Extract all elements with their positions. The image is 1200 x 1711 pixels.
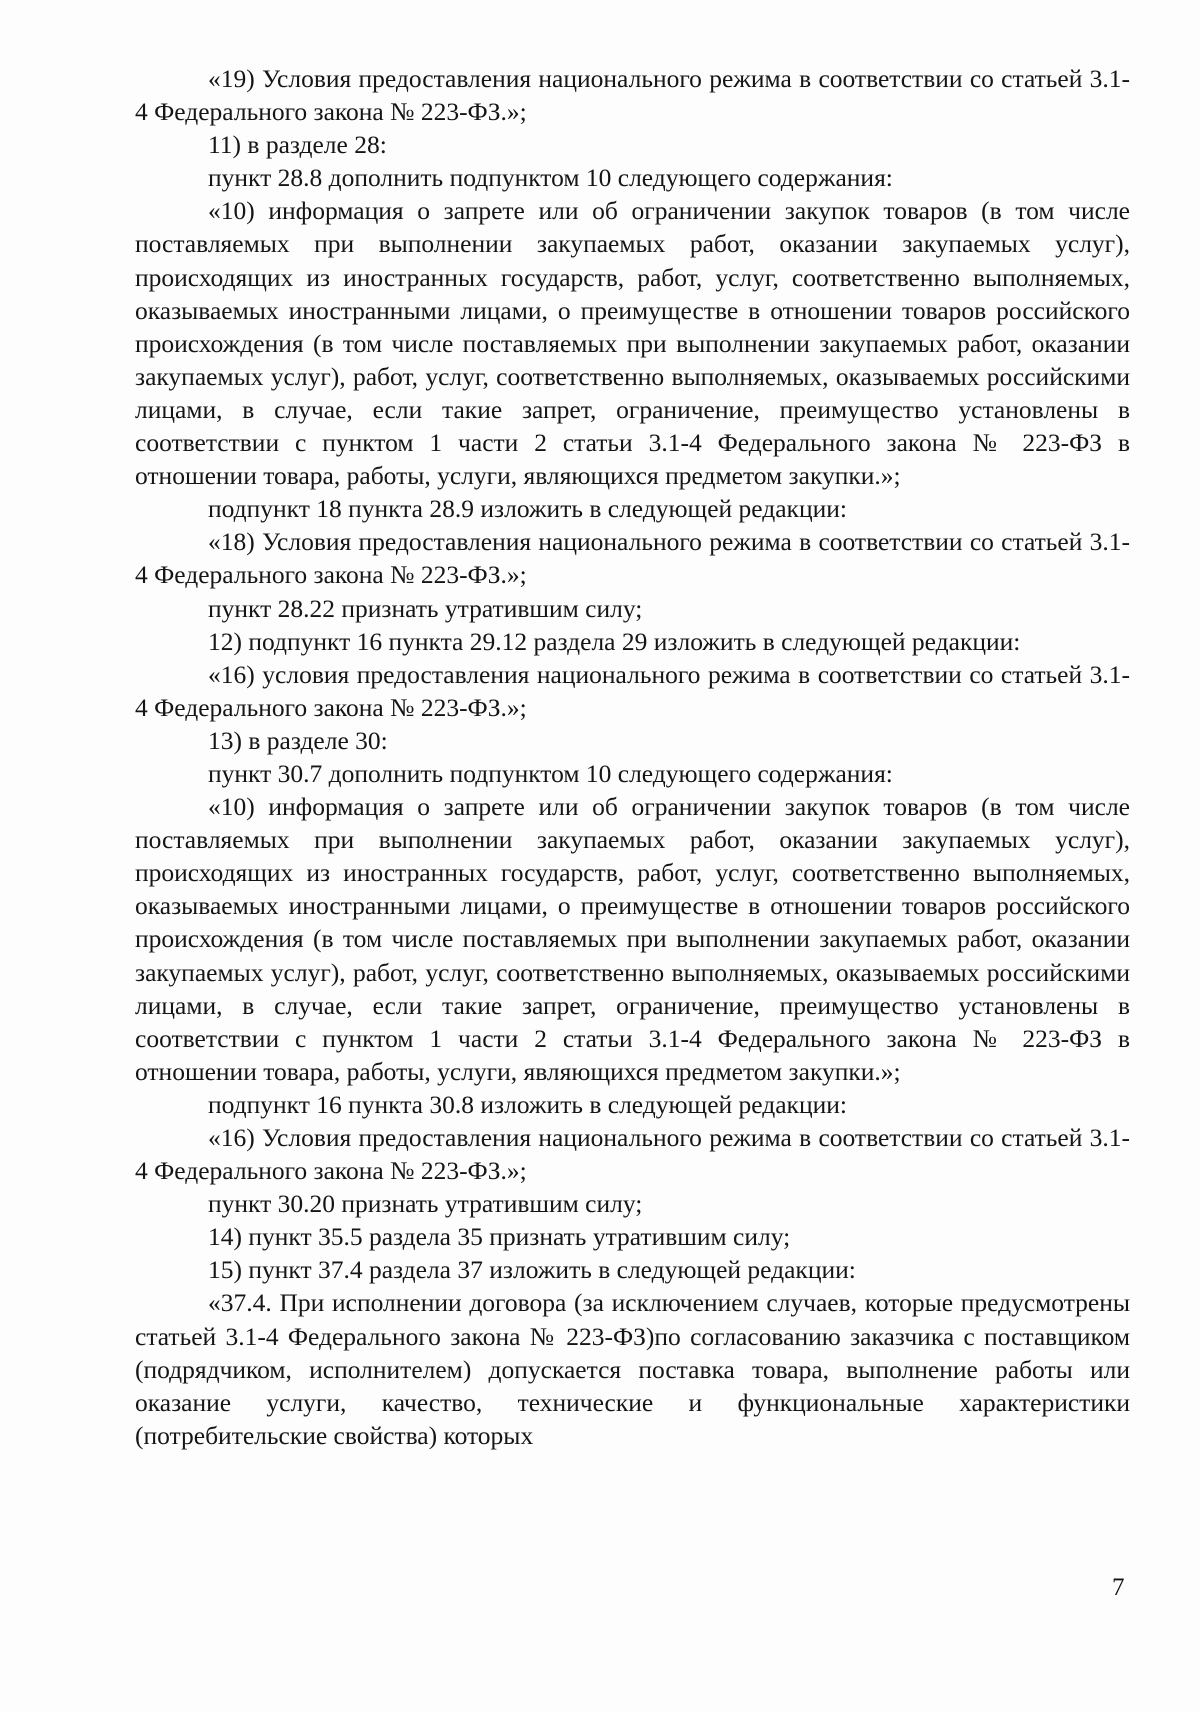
paragraph-item-11: 11) в разделе 28:: [208, 130, 387, 160]
paragraph-30-20-void: пункт 30.20 признать утратившим силу;: [208, 1189, 643, 1219]
paragraph-30-7-add: пункт 30.7 дополнить подпунктом 10 следующего содержания:: [208, 758, 893, 788]
paragraph-28-8-add: пункт 28.8 дополнить подпунктом 10 следующего содержания:: [208, 163, 893, 193]
paragraph-item-13: 13) в разделе 30:: [208, 725, 388, 755]
document-body: [135, 62, 1130, 1452]
paragraph-item-12: 12) подпункт 16 пункта 29.12 раздела 29 изложить в следующей редакции:: [208, 626, 1021, 656]
paragraph-item-15: 15) пункт 37.4 раздела 37 изложить в следующей редакции:: [208, 1255, 856, 1285]
paragraph-28-22-void: пункт 28.22 признать утратившим силу;: [208, 593, 643, 623]
paragraph-10-information: «10) информация о запрете или об ограничении закупок товаров (в том числе поставляемых при выполнении закупаемых работ, оказании закупаемых услуг), происходящих из иностранных государств, работ, услуг, соответственно выполняемых, оказываемых иностранными лицами, о преимуществе в отношении товаров российского происхождения (в том числе поставляемых при выполнении закупаемых работ, оказании закупаемых услуг), работ, услуг, соответственно выполняемых, оказываемых российскими лицами, в случае, если такие запрет, ограничение, преимущество установлены в соответствии с пунктом 1 части 2 статьи 3.1-4 Федерального закона № 223-ФЗ в отношении товара, работы, услуги, являющихся предметом закупки.»;: [135, 196, 1130, 491]
paragraph-18-conditions: «18) Условия предоставления национального режима в соответствии со статьей 3.1-4 Федерального закона № 223-ФЗ.»;: [135, 527, 1130, 590]
page-number: 7: [1112, 1574, 1125, 1601]
paragraph-28-9-edit: подпункт 18 пункта 28.9 изложить в следующей редакции:: [208, 494, 847, 524]
paragraph-16-conditions-2: «16) Условия предоставления национального режима в соответствии со статьей 3.1-4 Федерального закона № 223-ФЗ.»;: [135, 1123, 1130, 1186]
paragraph-19-conditions: «19) Условия предоставления национального режима в соответствии со статьей 3.1-4 Федерального закона № 223-ФЗ.»;: [135, 64, 1130, 127]
paragraph-30-8-edit: подпункт 16 пункта 30.8 изложить в следующей редакции:: [208, 1089, 847, 1119]
paragraph-10-information-2: «10) информация о запрете или об ограничении закупок товаров (в том числе поставляемых при выполнении закупаемых работ, оказании закупаемых услуг), происходящих из иностранных государств, работ, услуг, соответственно выполняемых, оказываемых иностранными лицами, о преимуществе в отношении товаров российского происхождения (в том числе поставляемых при выполнении закупаемых работ, оказании закупаемых услуг), работ, услуг, соответственно выполняемых, оказываемых российскими лицами, в случае, если такие запрет, ограничение, преимущество установлены в соответствии с пунктом 1 части 2 статьи 3.1-4 Федерального закона № 223-ФЗ в отношении товара, работы, услуги, являющихся предметом закупки.»;: [135, 792, 1130, 1086]
paragraph-item-14: 14) пункт 35.5 раздела 35 признать утратившим силу;: [208, 1222, 791, 1252]
paragraph-16-conditions: «16) условия предоставления национального режима в соответствии со статьей 3.1-4 Федерального закона № 223-ФЗ.»;: [135, 659, 1130, 722]
paragraph-37-4: «37.4. При исполнении договора (за исключением случаев, которые предусмотрены статьей 3.1-4 Федерального закона № 223-ФЗ)по согласованию заказчика с поставщиком (подрядчиком, исполнителем) допускается поставка товара, выполнение работы или оказание услуги, качество, технические и функциональные характеристики (потребительские свойства) которых: [135, 1288, 1130, 1450]
